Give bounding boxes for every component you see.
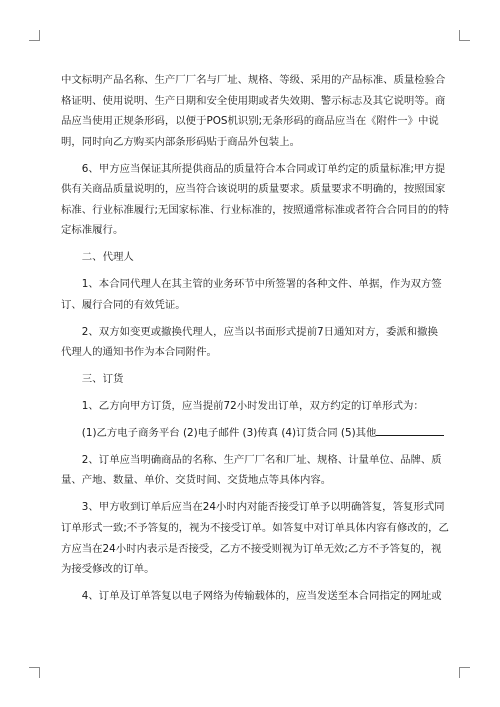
text-line: 4、订单及订单答复以电子网络为传输载体的，应当发送至本合同指定的网址或 <box>81 590 442 603</box>
text-line: 定标准履行。 <box>61 224 124 237</box>
order-options-text: (1)乙方电子商务平台 (2)电子邮件 (3)传真 (4)订货合同 (5)其他 <box>81 426 377 439</box>
text-line: 6、甲方应当保证其所提供商品的质量符合本合同或订单约定的质量标准;甲方提 <box>81 162 446 175</box>
text-line: 代理人的通知书作为本合同附件。 <box>61 346 217 359</box>
text-line: 订、履行合同的有效凭证。 <box>61 298 186 311</box>
crop-mark-top-right <box>459 30 470 41</box>
text-line: 标准、行业标准履行;无国家标准、行业标准的，按照通常标准或者符合合同目的的特 <box>61 203 449 216</box>
paragraph-order-clause-4 <box>61 586 442 607</box>
text-line: 量、产地、数量、单价、交货时间、交货地点等具体内容。 <box>61 474 332 487</box>
text-line: 品应当使用正规条形码，以便于POS机识别;无条形码的商品应当在《附件一》中说 <box>61 115 439 128</box>
text-line: 格证明、使用说明、生产日期和安全使用期或者失效期、警示标志及其它说明等。商 <box>61 94 446 107</box>
paragraph-labeling <box>61 70 446 152</box>
heading-text: 三、订货 <box>81 373 124 386</box>
text-line: 中文标明产品名称、生产厂厂名与厂址、规格、等级、采用的产品标准、质量检验合 <box>61 74 446 86</box>
paragraph-agent-clause-1 <box>61 274 442 315</box>
paragraph-order-clause-2 <box>61 450 442 491</box>
paragraph-quality-clause <box>61 159 449 241</box>
fill-in-blank-line <box>376 425 444 436</box>
heading-text: 二、代理人 <box>81 251 134 264</box>
text-line: 2、订单应当明确商品的名称、生产厂厂名和厂址、规格、计量单位、品牌、质 <box>81 453 442 466</box>
crop-mark-bottom-left <box>29 667 40 678</box>
text-line: 1、乙方向甲方订货，应当提前72小时发出订单，双方约定的订单形式为： <box>81 400 424 413</box>
text-line: 订单形式一致;不予答复的，视为不接受订单。如答复中对订单具体内容有修改的，乙 <box>61 521 449 534</box>
text-line: 方应当在24小时内表示是否接受，乙方不接受则视为订单无效;乙方不予答复的，视 <box>61 542 442 555</box>
section-heading-agent <box>61 247 439 268</box>
text-line: 2、双方如变更或撤换代理人，应当以书面形式提前7日通知对方，委派和撤换 <box>81 325 438 338</box>
paragraph-order-clause-1 <box>61 396 439 417</box>
text-line: 1、本合同代理人在其主管的业务环节中所签署的各种文件、单据，作为双方签 <box>81 278 442 291</box>
crop-mark-bottom-right <box>459 667 470 678</box>
document-body <box>61 70 449 613</box>
paragraph-agent-clause-2 <box>61 322 439 363</box>
crop-mark-top-left <box>29 30 40 41</box>
section-heading-order <box>61 369 439 390</box>
text-line: 供有关商品质量说明的，应当符合该说明的质量要求。质量要求不明确的，按照国家 <box>61 183 446 196</box>
text-line: 为接受修改的订单。 <box>61 563 155 576</box>
text-line: 3、甲方收到订单后应当在24小时内对能否接受订单予以明确答复，答复形式同 <box>81 501 445 514</box>
order-options-line <box>61 423 439 444</box>
paragraph-order-clause-3 <box>61 497 449 579</box>
paragraph-order-options <box>61 423 439 444</box>
text-line: 明，同时向乙方购买内部条形码贴于商品外包装上。 <box>61 135 300 148</box>
